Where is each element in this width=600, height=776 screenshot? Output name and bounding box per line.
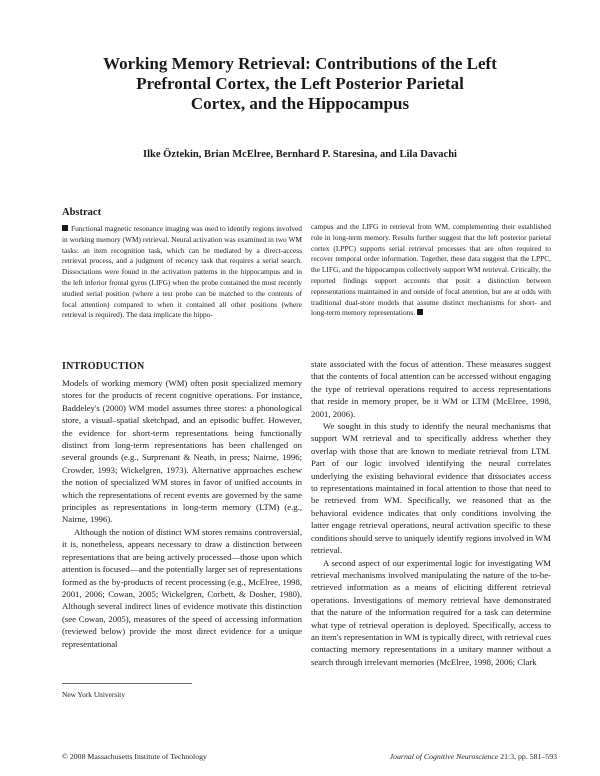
abstract-left-column: [62, 224, 302, 321]
copyright-notice: © 2008 Massachusetts Institute of Technology: [62, 752, 207, 761]
paragraph: A second aspect of our experimental logic for investigating WM retrieval mechanisms involved manipulating the nature of the to-be-retrieved information as a means of eliciting different retrieval operations. Investigations of memory retrieval have demonstrated that the nature of the information required for a task can determine what type of retrieval operation is deployed. Specifically, access to an item's representation in WM is typically direct, with retrieval cues contacting memory representations in a unitary manner without a search through irrelevant memories (McElree, 1998, 2006; Clark: [311, 557, 551, 667]
journal-volume-pages: 21:3, pp. 581–593: [500, 752, 557, 761]
abstract-right-column: [311, 222, 551, 319]
footnote-divider: [62, 683, 192, 684]
paragraph: state associated with the focus of attention. These measures suggest that the contents of focal attention can be accessed without engaging the type of retrieval operations required to access representations that reside in memory proper, be it WM or LTM (McElree, 1998, 2001, 2006).: [311, 359, 551, 419]
paragraph: We sought in this study to identify the neural mechanisms that support WM retrieval and to specifically address whether they overlap with those that are known to mediate retrieval from LTM. Part of our logic involved identifying the neural correlates underlying the existing behavioral evidence that dissociates access to representations maintained in focal attention to those that need to be retrieved from WM. Specifically, we reasoned that as the behavioral evidence indicates that only conditions involving the latter engage retrieval operations, neural activation specific to these conditions should serve to uniquely identify regions involved in WM retrieval.: [311, 421, 551, 556]
paragraph: Models of working memory (WM) often posit specialized memory stores for the products of recent cognitive operations. For instance, Baddeley's (2000) WM model assumes three stores: a phonological store, a visual–spatial sketchpad, and an episodic buffer. However, the evidence for short-term representations being functionally distinct from long-term representations has been challenged on several grounds (e.g., Surprenant & Neath, in press; Nairne, 1996; Crowder, 1993; Wickelgren, 1973). Alternative approaches eschew the notion of specialized WM stores in favor of unified accounts in which the representations of recent events are governed by the same principles as representations in long-term memory (LTM) (e.g., Nairne, 1996).: [62, 378, 302, 525]
journal-name: Journal of Cognitive Neuroscience: [389, 752, 499, 761]
section-heading-introduction: INTRODUCTION: [62, 361, 145, 372]
title-line-3: Cortex, and the Hippocampus: [190, 94, 410, 113]
paper-title: [60, 54, 540, 114]
body-right-column: [311, 358, 551, 668]
title-line-2: Prefrontal Cortex, the Left Posterior Parietal: [136, 74, 464, 93]
abstract-text-right: campus and the LIFG in retrieval from WM, complementing their established role in long-term memory. Results further suggest that the left posterior parietal cortex (LPPC) supports serial retrieval processes that are often required to recover temporal order information. Together, these data suggest that the LPPC, the LIFG, and the hippocampus collectively support WM retrieval. Critically, the reported findings support accounts that posit a distinction between representations maintained in and outside of focal attention, but are at odds with traditional dual-store models that assume distinct mechanisms for short- and long-term memory representations.: [311, 222, 551, 318]
body-left-column: [62, 377, 302, 650]
journal-citation: [390, 752, 557, 761]
title-line-1: Working Memory Retrieval: Contributions of the Left: [103, 54, 497, 73]
abstract-text-left: Functional magnetic resonance imaging was used to identify regions involved in working memory (WM) retrieval. Neural activation was examined in two WM tasks: an item recognition task, which can be mediated by a direct-access retrieval process, and a judgment of recency task that requires a serial search. Dissociations were found in the activation patterns in the hippocampus and in the left inferior frontal gyrus (LIFG) when the probe contained the most recently studied serial position (where a test probe can be matched to the contents of focal attention) compared to when it contained all other positions (where retrieval is required). The data implicate the hippo-: [62, 224, 302, 320]
abstract-start-square-icon: [62, 225, 68, 231]
abstract-heading: Abstract: [62, 207, 102, 218]
author-list: Ilke Öztekin, Brian McElree, Bernhard P. Staresina, and Lila Davachi: [143, 149, 457, 160]
author-affiliation: New York University: [62, 690, 126, 699]
abstract-end-square-icon: [417, 309, 423, 315]
paragraph: Although the notion of distinct WM stores remains controversial, it is, nonetheless, appears necessary to draw a distinction between representations that are being actively processed—those upon which attention is focused—and the potentially larger set of representations formed as the by-products of recent processing (e.g., McElree, 1998, 2001, 2006; Cowan, 2005; Wickelgren, Corbett, & Dosher, 1980). Although several indirect lines of evidence motivate this distinction (see Cowan, 2005), measures of the speed of accessing information (reviewed below) provide the most direct evidence for a unique representational: [62, 526, 302, 649]
